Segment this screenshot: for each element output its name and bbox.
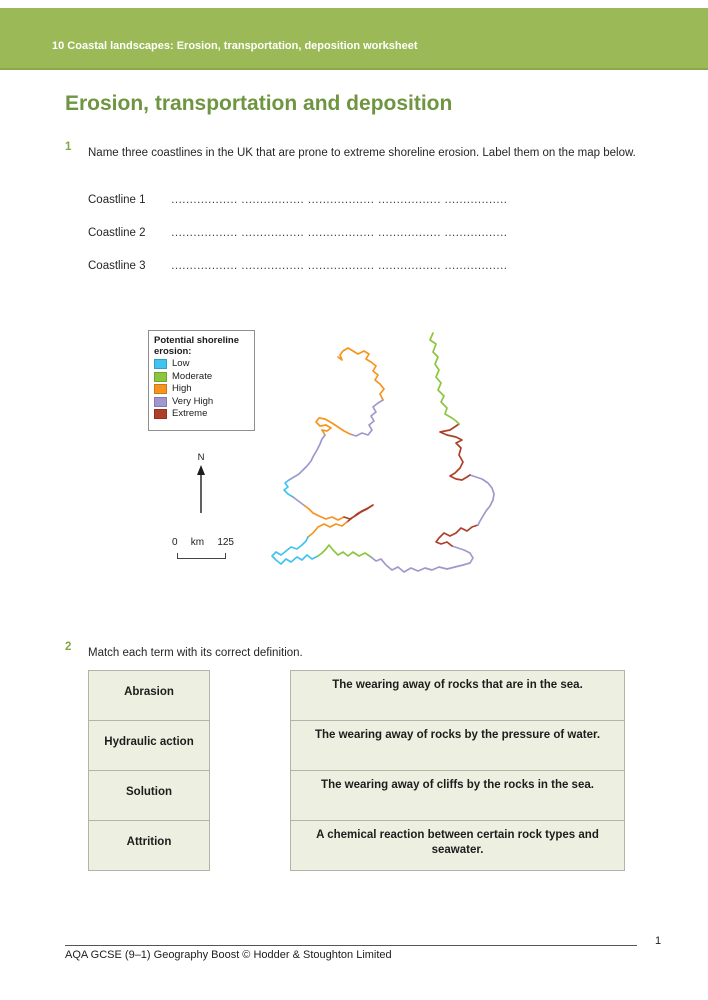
north-label: N <box>197 452 205 463</box>
page-number: 1 <box>655 935 662 947</box>
legend-item-low <box>154 359 249 369</box>
scale-zero: 0 <box>172 537 178 548</box>
definition-box-3: The wearing away of cliffs by the rocks in the sea. <box>290 770 625 821</box>
term-box-abrasion: Abrasion <box>88 670 210 721</box>
coastline-segment-extreme <box>344 505 373 522</box>
definition-box-2: The wearing away of rocks by the pressure of water. <box>290 720 625 771</box>
coastline-segment-high <box>338 348 384 400</box>
coastline-segment-very_high <box>350 400 383 436</box>
coastline-segment-very_high <box>470 475 494 525</box>
footer-copyright: AQA GCSE (9–1) Geography Boost © Hodder & Stoughton Limited <box>65 949 392 961</box>
answer-line-coastline3 <box>88 260 507 272</box>
coastline3-label: Coastline 3 <box>88 260 146 272</box>
definition-box-4: A chemical reaction between certain rock types and seawater. <box>290 820 625 871</box>
header-bar-title: 10 Coastal landscapes: Erosion, transportation, deposition worksheet <box>52 40 418 52</box>
coastline-segment-high <box>305 506 344 520</box>
coastline-segment-extreme <box>436 525 478 546</box>
legend-title <box>154 335 249 357</box>
scale-unit: km <box>190 537 205 548</box>
coastline2-label: Coastline 2 <box>88 227 146 239</box>
legend-label-low: Low <box>172 358 190 370</box>
scale-value: 125 <box>217 537 234 548</box>
coastline-segment-high <box>316 418 350 435</box>
legend-label-extreme: Extreme <box>172 407 208 419</box>
legend-item-high <box>154 384 249 394</box>
low-color-swatch <box>154 359 167 369</box>
legend-item-very-high <box>154 397 249 407</box>
map-legend <box>148 330 255 431</box>
uk-erosion-map <box>270 327 555 585</box>
coastline-segment-extreme <box>440 424 470 480</box>
coastline2-dotted-line: .................. ................. .................. ................. ................. <box>171 227 508 239</box>
coastline-segment-high <box>308 522 347 537</box>
coastline-segment-very_high <box>293 497 305 506</box>
definition-box-1: The wearing away of rocks that are in the sea. <box>290 670 625 721</box>
very-high-color-swatch <box>154 397 167 407</box>
definitions-column <box>290 670 625 871</box>
coastline-segment-very_high <box>371 546 473 572</box>
moderate-color-swatch <box>154 372 167 382</box>
header-bar <box>0 8 708 70</box>
scale-bar-labels <box>172 537 234 548</box>
legend-title-line1: Potential shoreline <box>154 335 239 346</box>
legend-label-moderate: Moderate <box>172 370 213 382</box>
scale-bar <box>177 553 226 559</box>
term-box-attrition: Attrition <box>88 820 210 871</box>
legend-item-extreme <box>154 409 249 419</box>
page-title: Erosion, transportation and deposition <box>65 92 453 115</box>
term-box-hydraulic-action: Hydraulic action <box>88 720 210 771</box>
legend-item-moderate <box>154 372 249 382</box>
question2-number: 2 <box>65 641 72 653</box>
coastline-segment-low <box>272 537 318 564</box>
legend-label-high: High <box>172 383 192 395</box>
terms-column <box>88 670 210 871</box>
north-arrow-icon <box>186 463 216 515</box>
coastline3-dotted-line: .................. ................. .................. ................. ................. <box>171 260 508 272</box>
north-arrow <box>186 452 216 518</box>
question2-text: Match each term with its correct definition. <box>88 647 303 659</box>
term-box-solution: Solution <box>88 770 210 821</box>
legend-title-line2: erosion: <box>154 346 192 357</box>
coastline-segment-very_high <box>289 435 325 480</box>
answer-line-coastline2 <box>88 227 507 239</box>
coastline-segment-moderate <box>430 333 459 424</box>
answer-line-coastline1 <box>88 194 507 206</box>
question1-text: Name three coastlines in the UK that are prone to extreme shoreline erosion. Label them on the map below. <box>88 147 636 159</box>
footer-rule <box>65 945 637 946</box>
coastline1-dotted-line: .................. ................. .................. ................. ................. <box>171 194 508 206</box>
legend-label-very-high: Very High <box>172 395 214 407</box>
high-color-swatch <box>154 384 167 394</box>
coastline-segment-low <box>284 480 293 497</box>
question1-number: 1 <box>65 141 72 153</box>
coastline1-label: Coastline 1 <box>88 194 146 206</box>
extreme-color-swatch <box>154 409 167 419</box>
coastline-segment-moderate <box>318 545 371 557</box>
